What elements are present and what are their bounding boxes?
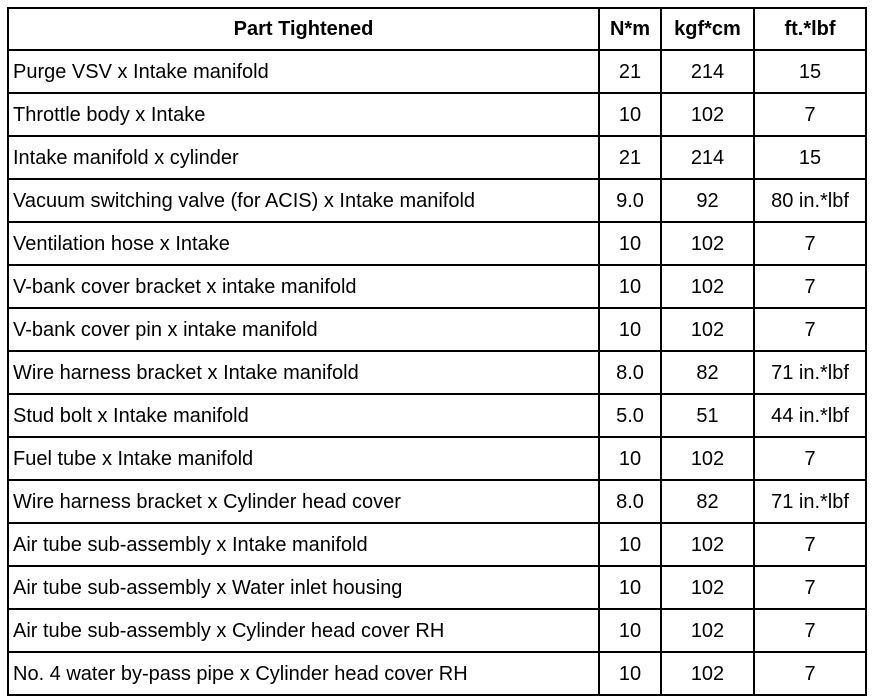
newton-meter-cell: 10 (599, 566, 661, 609)
kgf-cm-cell: 102 (661, 652, 754, 695)
kgf-cm-cell: 92 (661, 179, 754, 222)
part-name-cell: Throttle body x Intake (8, 93, 599, 136)
header-ft-lbf: ft.*lbf (754, 8, 866, 50)
newton-meter-cell: 10 (599, 265, 661, 308)
table-row (8, 308, 866, 351)
table-row (8, 93, 866, 136)
table-row (8, 523, 866, 566)
ft-lbf-cell: 7 (754, 222, 866, 265)
part-name-cell: Wire harness bracket x Intake manifold (8, 351, 599, 394)
part-name-cell: Air tube sub-assembly x Cylinder head cover RH (8, 609, 599, 652)
table-row (8, 394, 866, 437)
table-row (8, 136, 866, 179)
kgf-cm-cell: 102 (661, 523, 754, 566)
newton-meter-cell: 10 (599, 652, 661, 695)
newton-meter-cell: 9.0 (599, 179, 661, 222)
ft-lbf-cell: 7 (754, 566, 866, 609)
part-name-cell: V-bank cover bracket x intake manifold (8, 265, 599, 308)
newton-meter-cell: 10 (599, 222, 661, 265)
newton-meter-cell: 21 (599, 50, 661, 93)
newton-meter-cell: 10 (599, 523, 661, 566)
ft-lbf-cell: 7 (754, 652, 866, 695)
kgf-cm-cell: 214 (661, 136, 754, 179)
newton-meter-cell: 8.0 (599, 480, 661, 523)
part-name-cell: Intake manifold x cylinder (8, 136, 599, 179)
newton-meter-cell: 10 (599, 93, 661, 136)
header-newton-meter: N*m (599, 8, 661, 50)
ft-lbf-cell: 71 in.*lbf (754, 480, 866, 523)
part-name-cell: Fuel tube x Intake manifold (8, 437, 599, 480)
table-row (8, 652, 866, 695)
newton-meter-cell: 10 (599, 437, 661, 480)
part-name-cell: Stud bolt x Intake manifold (8, 394, 599, 437)
kgf-cm-cell: 82 (661, 480, 754, 523)
table-body (8, 50, 866, 695)
kgf-cm-cell: 102 (661, 609, 754, 652)
part-name-cell: Air tube sub-assembly x Intake manifold (8, 523, 599, 566)
kgf-cm-cell: 102 (661, 222, 754, 265)
kgf-cm-cell: 102 (661, 437, 754, 480)
header-kgf-cm: kgf*cm (661, 8, 754, 50)
table-row (8, 437, 866, 480)
newton-meter-cell: 21 (599, 136, 661, 179)
table-row (8, 50, 866, 93)
kgf-cm-cell: 102 (661, 308, 754, 351)
header-row (8, 8, 866, 50)
ft-lbf-cell: 7 (754, 609, 866, 652)
part-name-cell: Ventilation hose x Intake (8, 222, 599, 265)
table-row (8, 179, 866, 222)
part-name-cell: No. 4 water by-pass pipe x Cylinder head cover RH (8, 652, 599, 695)
part-name-cell: Purge VSV x Intake manifold (8, 50, 599, 93)
table-row (8, 351, 866, 394)
ft-lbf-cell: 44 in.*lbf (754, 394, 866, 437)
kgf-cm-cell: 214 (661, 50, 754, 93)
table-row (8, 222, 866, 265)
ft-lbf-cell: 15 (754, 50, 866, 93)
kgf-cm-cell: 82 (661, 351, 754, 394)
torque-spec-table (7, 7, 867, 696)
kgf-cm-cell: 51 (661, 394, 754, 437)
newton-meter-cell: 10 (599, 308, 661, 351)
part-name-cell: Air tube sub-assembly x Water inlet housing (8, 566, 599, 609)
part-name-cell: Vacuum switching valve (for ACIS) x Intake manifold (8, 179, 599, 222)
kgf-cm-cell: 102 (661, 265, 754, 308)
newton-meter-cell: 10 (599, 609, 661, 652)
ft-lbf-cell: 7 (754, 308, 866, 351)
newton-meter-cell: 5.0 (599, 394, 661, 437)
ft-lbf-cell: 80 in.*lbf (754, 179, 866, 222)
ft-lbf-cell: 7 (754, 93, 866, 136)
table-row (8, 265, 866, 308)
ft-lbf-cell: 7 (754, 437, 866, 480)
table-row (8, 480, 866, 523)
newton-meter-cell: 8.0 (599, 351, 661, 394)
part-name-cell: Wire harness bracket x Cylinder head cover (8, 480, 599, 523)
kgf-cm-cell: 102 (661, 566, 754, 609)
ft-lbf-cell: 15 (754, 136, 866, 179)
table-row (8, 609, 866, 652)
part-name-cell: V-bank cover pin x intake manifold (8, 308, 599, 351)
table-row (8, 566, 866, 609)
header-part-tightened: Part Tightened (8, 8, 599, 50)
ft-lbf-cell: 71 in.*lbf (754, 351, 866, 394)
ft-lbf-cell: 7 (754, 523, 866, 566)
ft-lbf-cell: 7 (754, 265, 866, 308)
kgf-cm-cell: 102 (661, 93, 754, 136)
